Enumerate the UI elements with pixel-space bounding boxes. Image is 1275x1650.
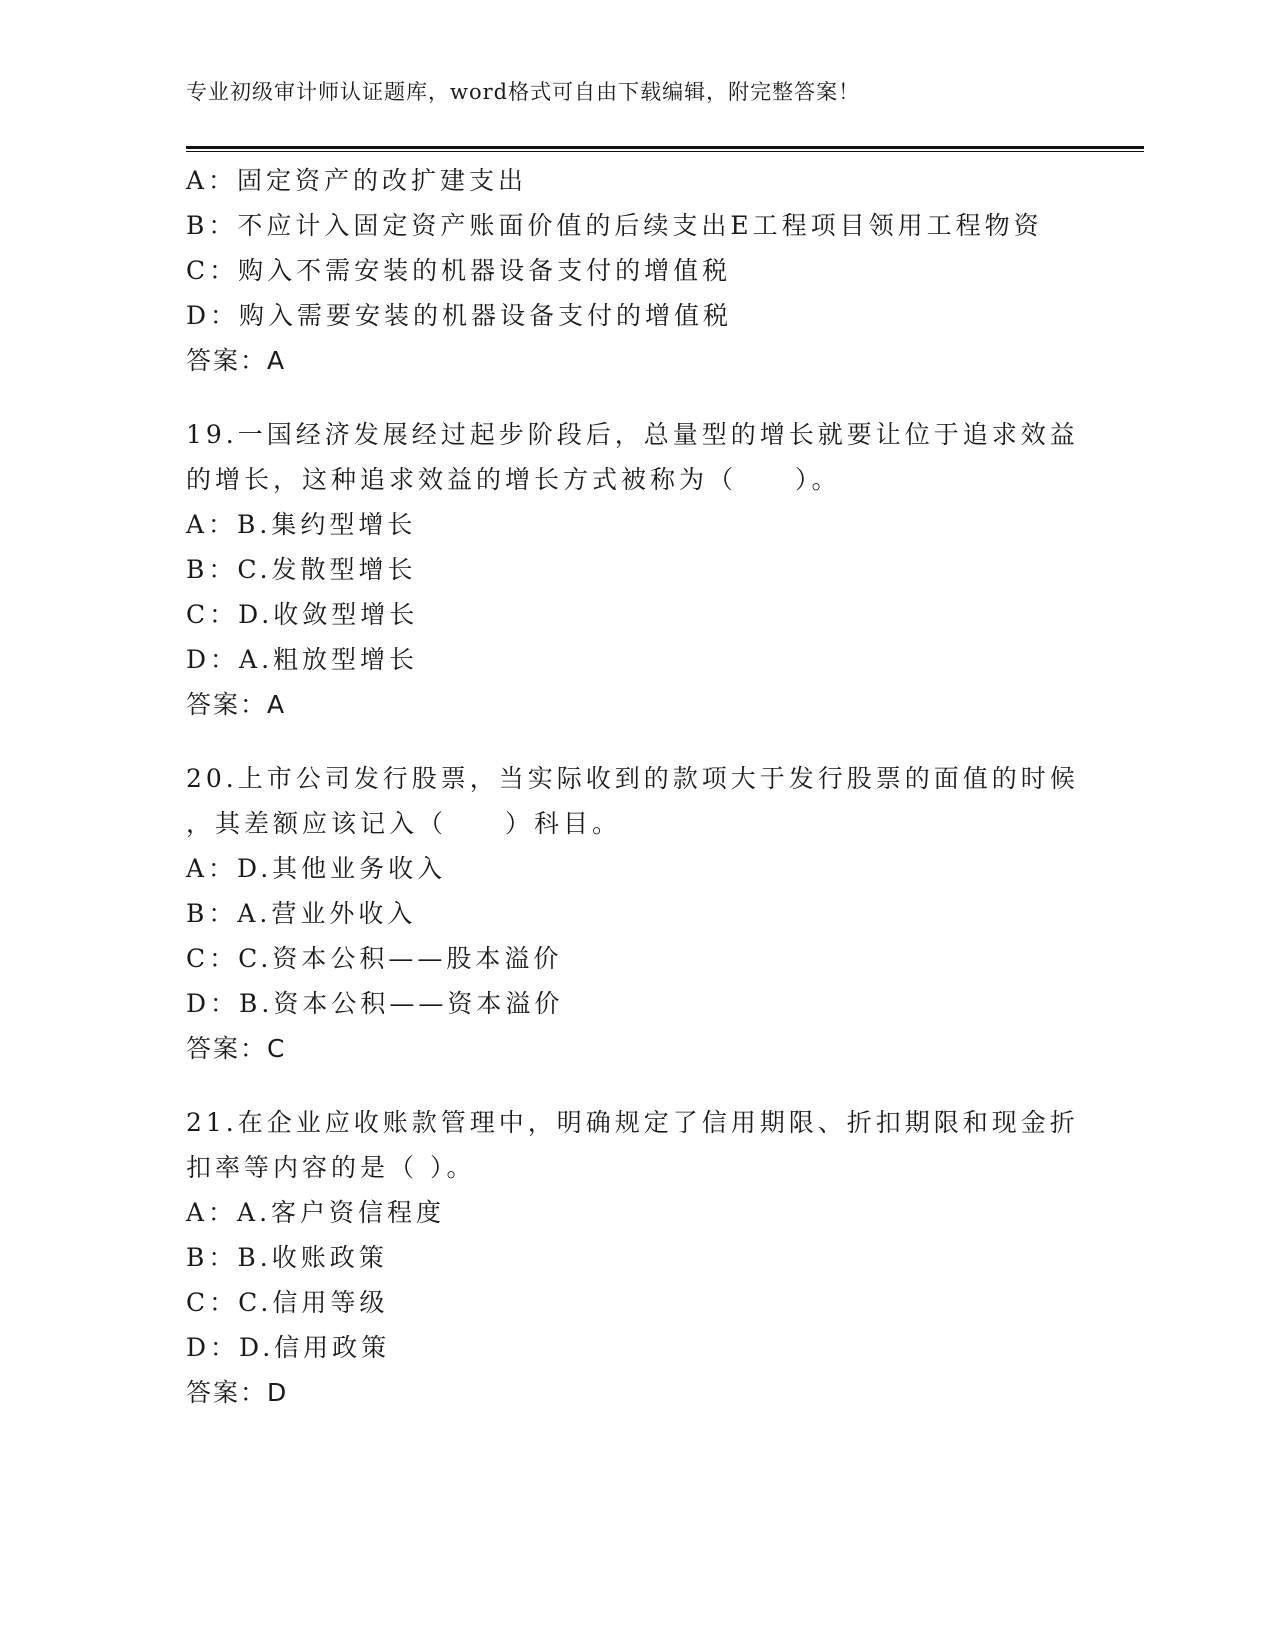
- option-b: B：不应计入固定资产账面价值的后续支出E工程项目领用工程物资: [186, 211, 1043, 240]
- answer: 答案：D: [186, 1378, 289, 1407]
- question-stem-cont: 的增长，这种追求效益的增长方式被称为（ ）。: [186, 465, 841, 494]
- option-c: C：C.资本公积——股本溢价: [186, 944, 563, 973]
- answer: 答案：A: [186, 690, 287, 719]
- option-b: B：C.发散型增长: [186, 555, 417, 584]
- option-b: B：B.收账政策: [186, 1243, 388, 1272]
- question-stem: 20.上市公司发行股票，当实际收到的款项大于发行股票的面值的时候: [186, 764, 1079, 793]
- answer: 答案：C: [186, 1034, 287, 1063]
- option-a: A：D.其他业务收入: [186, 854, 447, 883]
- question-fragment: [186, 158, 1146, 383]
- option-c: C：D.收敛型增长: [186, 600, 419, 629]
- option-c: C：购入不需安装的机器设备支付的增值税: [186, 256, 732, 285]
- question-stem: 19.一国经济发展经过起步阶段后，总量型的增长就要让位于追求效益: [186, 420, 1079, 449]
- option-d: D：D.信用政策: [186, 1333, 391, 1362]
- question-21: [186, 1100, 1146, 1415]
- option-d: D：购入需要安装的机器设备支付的增值税: [186, 301, 733, 330]
- option-a: A：B.集约型增长: [186, 510, 417, 539]
- answer: 答案：A: [186, 346, 287, 375]
- option-d: D：A.粗放型增长: [186, 645, 419, 674]
- option-b: B：A.营业外收入: [186, 899, 417, 928]
- header-rule-thin: [186, 151, 1144, 152]
- question-stem-cont: 扣率等内容的是（ ）。: [186, 1153, 476, 1182]
- option-a: A：A.客户资信程度: [186, 1198, 446, 1227]
- page-header: 专业初级审计师认证题库，word格式可自由下载编辑，附完整答案！: [186, 80, 861, 104]
- question-20: [186, 756, 1146, 1071]
- option-a: A：固定资产的改扩建支出: [186, 166, 528, 195]
- question-stem: 21.在企业应收账款管理中，明确规定了信用期限、折扣期限和现金折: [186, 1108, 1079, 1137]
- option-d: D：B.资本公积——资本溢价: [186, 989, 564, 1018]
- header-rule-thick: [186, 146, 1144, 149]
- question-content: [186, 158, 1146, 1415]
- option-c: C：C.信用等级: [186, 1288, 389, 1317]
- question-19: [186, 412, 1146, 727]
- question-stem-cont: ，其差额应该记入（ ）科目。: [186, 809, 622, 838]
